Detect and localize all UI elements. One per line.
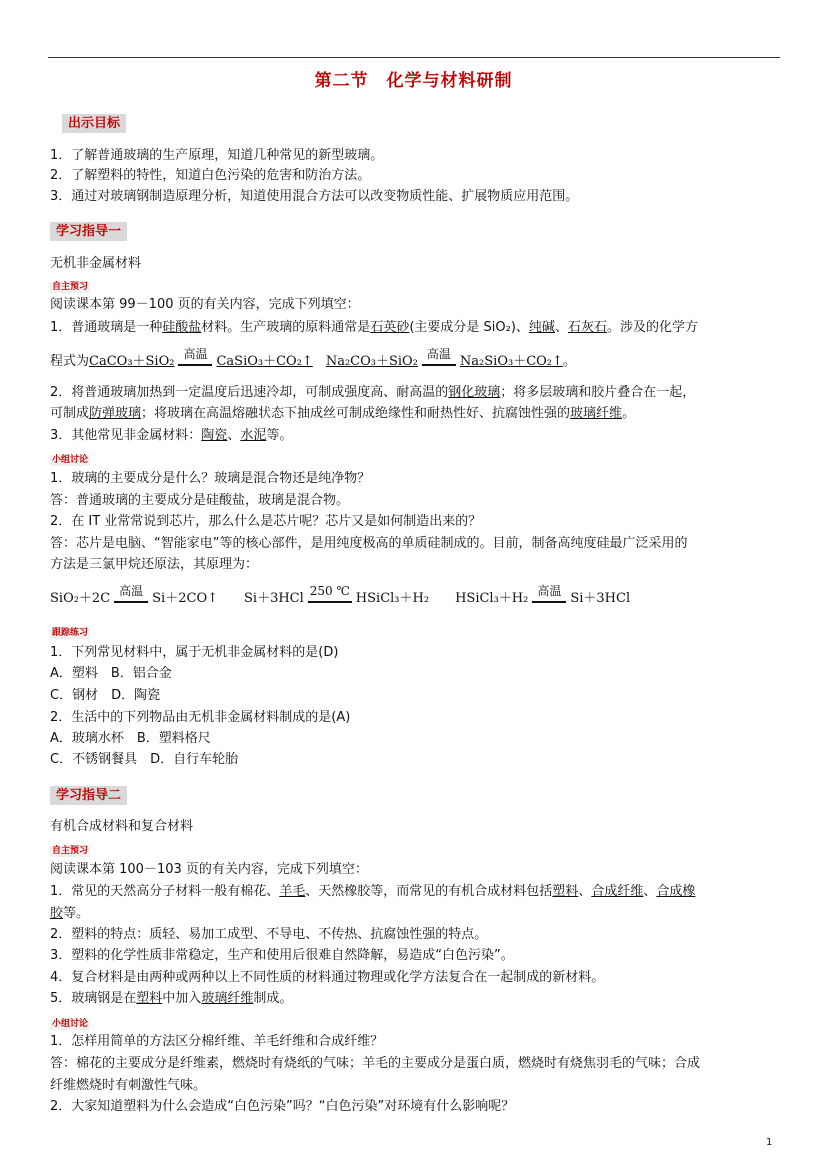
condition-label: 250 ℃ <box>309 584 350 598</box>
s1-q1-c: 材料。生产玻璃的原料通常是 <box>201 320 371 335</box>
s1-q3-a: 3．其他常见非金属材料： <box>50 428 202 443</box>
s1-discussion-2-answer-2: 方法是三氯甲烷还原法，其原理为： <box>50 557 259 572</box>
goal-1: 1．了解普通玻璃的生产原理，知道几种常见的新型玻璃。 <box>50 148 384 163</box>
eq-prefix: 程式为 <box>50 354 90 369</box>
s1-q1-g: 、 <box>554 320 568 335</box>
s2-q1-g: 、 <box>643 884 657 899</box>
section-2-intro: 阅读课本第 100－103 页的有关内容，完成下列填空： <box>50 862 368 877</box>
condition-high-temp-2 <box>422 347 456 367</box>
page-number: 1 <box>766 1137 773 1148</box>
answer-cement: 水泥 <box>240 428 267 443</box>
s1-discussion-2-question: 2．在 IT 业常常说到芯片，那么什么是芯片呢？芯片又是如何制造出来的？ <box>50 514 482 529</box>
condition-label: 高温 <box>426 347 451 361</box>
section-2-heading: 有机合成材料和复合材料 <box>50 819 194 834</box>
answer-soda: 纯碱 <box>528 320 555 335</box>
s2-q1-c: 、天然橡胶等，而常见的有机合成材料包括 <box>305 884 553 899</box>
answer-glass-fiber-2: 玻璃纤维 <box>201 991 254 1006</box>
practice-1-question: 1．下列常见材料中，属于无机非金属材料的是(D) <box>50 645 339 660</box>
badge-guide-1: 学习指导一 <box>50 222 127 241</box>
tag-self-study-2: 自主预习 <box>52 846 89 856</box>
s1-q2-a: 2．将普通玻璃加热到一定温度后迅速冷却，可制成强度高、耐高温的 <box>50 385 449 400</box>
practice-2-options-ab: A．玻璃水杯 B．塑料格尺 <box>50 731 211 746</box>
s1-q3-e: 等。 <box>266 428 293 443</box>
answer-silicate: 硅酸盐 <box>162 320 202 335</box>
answer-plastic-2: 塑料 <box>136 991 163 1006</box>
page-title: 第二节 化学与材料研制 <box>314 71 513 91</box>
reaction-1-products: Si＋2CO↑ <box>152 591 218 606</box>
s1-q1-line <box>50 320 698 336</box>
condition-high-temp-1 <box>178 347 212 367</box>
answer-wool: 羊毛 <box>279 884 306 899</box>
goal-3: 3．通过对玻璃钢制造原理分析，知道使用混合方法可以改变物质性能、扩展物质应用范围。 <box>50 189 579 204</box>
tag-practice-1: 跟踪练习 <box>52 628 89 638</box>
s1-q2-h: 。 <box>622 406 636 421</box>
s1-q1-a: 1．普通玻璃是一种 <box>50 320 163 335</box>
header-rule <box>48 57 780 58</box>
tag-self-study-1: 自主预习 <box>52 282 89 292</box>
s2-discussion-1-answer-2: 纤维燃烧时有刺激性气味。 <box>50 1078 207 1093</box>
s2-q1-a: 1．常见的天然高分子材料一般有棉花、 <box>50 884 280 899</box>
equation-2-reactants: Na₂CO₃＋SiO₂ <box>325 354 418 369</box>
answer-tempered-glass: 钢化玻璃 <box>448 385 501 400</box>
s2-q4: 4．复合材料是由两种或两种以上不同性质的材料通过物理或化学方法复合在一起制成的新材料。 <box>50 970 605 985</box>
badge-goals: 出示目标 <box>62 114 126 133</box>
s2-q5-a: 5．玻璃钢是在 <box>50 991 137 1006</box>
answer-synthetic-rubber: 合成橡 <box>656 884 696 899</box>
practice-2-options-cd: C．不锈钢餐具 D．自行车轮胎 <box>50 752 239 767</box>
s2-q1-j: 等。 <box>63 906 90 921</box>
s1-discussion-2-answer-1: 答：芯片是电脑、“智能家电”等的核心部件，是用纯度极高的单质硅制成的。目前，制备高纯度硅最广泛采用的 <box>50 536 688 551</box>
practice-1-options-cd: C．钢材 D．陶瓷 <box>50 688 161 703</box>
s1-discussion-1-question: 1．玻璃的主要成分是什么？玻璃是混合物还是纯净物？ <box>50 471 371 486</box>
s1-q3-c: 、 <box>227 428 241 443</box>
answer-quartz-sand: 石英砂 <box>370 320 410 335</box>
section-1-heading: 无机非金属材料 <box>50 256 142 271</box>
tag-group-1: 小组讨论 <box>52 455 89 465</box>
equation-1-reactants: CaCO₃＋SiO₂ <box>89 354 175 369</box>
equation-2-products: Na₂SiO₃＋CO₂↑ <box>459 354 563 369</box>
s1-q2-d: 可制成 <box>50 406 90 421</box>
s2-discussion-1-question: 1．怎样用简单的方法区分棉纤维、羊毛纤维和合成纤维？ <box>50 1034 384 1049</box>
s2-q2: 2．塑料的特点：质轻、易加工成型、不导电、不传热、抗腐蚀性强的特点。 <box>50 927 488 942</box>
condition-label: 高温 <box>183 347 208 361</box>
s1-discussion-1-answer: 答：普通玻璃的主要成分是硅酸盐，玻璃是混合物。 <box>50 493 350 508</box>
answer-synthetic-fiber: 合成纤维 <box>591 884 644 899</box>
reaction-2-products: HSiCl₃＋H₂ <box>355 591 430 606</box>
s2-q1-line-1 <box>50 884 695 900</box>
answer-ceramics: 陶瓷 <box>201 428 228 443</box>
answer-synthetic-rubber-cont: 胶 <box>50 906 64 921</box>
s2-q5-e: 制成。 <box>253 991 293 1006</box>
condition-high-temp-4 <box>532 584 566 604</box>
answer-plastic: 塑料 <box>552 884 579 899</box>
s1-q1-e: (主要成分是 SiO₂)、 <box>409 320 529 335</box>
condition-250c <box>308 584 352 604</box>
s2-q5-c: 中加入 <box>162 991 202 1006</box>
answer-glass-fiber: 玻璃纤维 <box>570 406 623 421</box>
answer-limestone: 石灰石 <box>567 320 607 335</box>
badge-guide-2: 学习指导二 <box>50 786 127 805</box>
s1-q2-f: ；将玻璃在高温熔融状态下抽成丝可制成绝缘性和耐热性好、抗腐蚀性强的 <box>141 406 571 421</box>
condition-label: 高温 <box>537 584 562 598</box>
s2-discussion-1-answer-1: 答：棉花的主要成分是纤维素，燃烧时有烧纸的气味；羊毛的主要成分是蛋白质，燃烧时有烧焦羽毛的气味；合成 <box>50 1056 701 1071</box>
section-1-intro: 阅读课本第 99－100 页的有关内容，完成下列填空： <box>50 297 360 312</box>
condition-high-temp-3 <box>114 584 148 604</box>
s1-q2-line-2 <box>50 406 635 422</box>
s1-q1-i: 。涉及的化学方 <box>606 320 698 335</box>
equation-1-products: CaSiO₃＋CO₂↑ <box>216 354 313 369</box>
s2-q5-line <box>50 991 292 1007</box>
silicon-reactions-line <box>50 584 631 607</box>
s2-q1-e: 、 <box>578 884 592 899</box>
eq-end: 。 <box>562 354 576 369</box>
condition-label: 高温 <box>119 584 144 598</box>
s1-equation-line <box>50 347 576 370</box>
s1-q2-c: ；将多层玻璃和胶片叠合在一起， <box>500 385 696 400</box>
reaction-3-reactants: HSiCl₃＋H₂ <box>455 591 529 606</box>
tag-group-2: 小组讨论 <box>52 1019 89 1029</box>
s1-q2-line-1 <box>50 385 695 401</box>
practice-1-options-ab: A．塑料 B．铝合金 <box>50 666 172 681</box>
answer-bulletproof-glass: 防弹玻璃 <box>89 406 142 421</box>
reaction-1-reactants: SiO₂＋2C <box>50 591 111 606</box>
s2-discussion-2-question: 2．大家知道塑料为什么会造成“白色污染”吗？“白色污染”对环境有什么影响呢？ <box>50 1099 515 1114</box>
goal-2: 2．了解塑料的特性，知道白色污染的危害和防治方法。 <box>50 168 371 183</box>
s1-q3-line <box>50 428 292 444</box>
reaction-2-reactants: Si＋3HCl <box>244 591 304 606</box>
practice-2-question: 2．生活中的下列物品由无机非金属材料制成的是(A) <box>50 710 351 725</box>
reaction-3-products: Si＋3HCl <box>570 591 631 606</box>
s2-q3: 3．塑料的化学性质非常稳定，生产和使用后很难自然降解，易造成“白色污染”。 <box>50 948 514 963</box>
s2-q1-line-2 <box>50 906 89 922</box>
